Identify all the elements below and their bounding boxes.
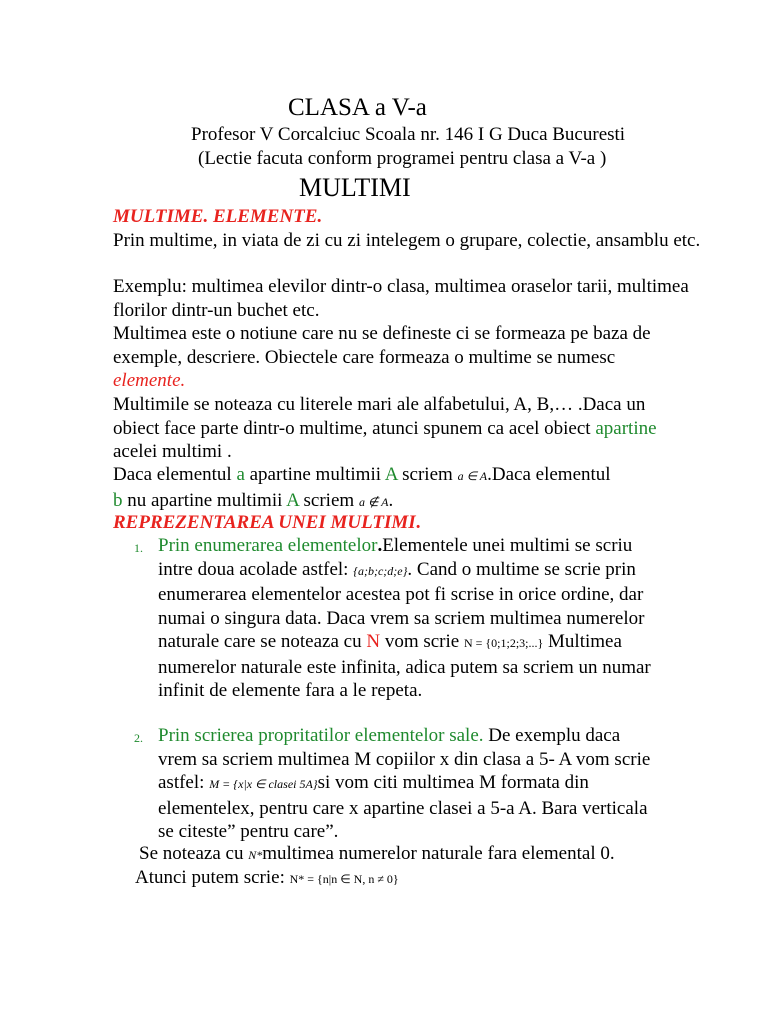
text-segment: Se noteaza cu: [139, 843, 249, 864]
class-title: CLASA a V-a: [288, 94, 427, 121]
symbol-a: a: [236, 464, 245, 485]
list-item-properties: [158, 724, 658, 844]
symbol-N: N: [366, 631, 381, 652]
text-segment: scriem: [397, 464, 458, 485]
paragraph-nstar: [139, 842, 615, 868]
paragraph-text: Prin multime, in viata de zi cu zi intelegem o grupare, colectie, ansamblu etc.: [113, 230, 701, 251]
title-dot: .: [377, 535, 383, 556]
list-number-2: 2.: [134, 731, 143, 745]
math-natural-numbers: N = {0;1;2;3;...}: [463, 636, 544, 650]
math-set-builder: M = {x|x ∈ clasei 5A}: [209, 777, 318, 791]
paragraph-example: [113, 275, 733, 322]
paragraph-text: Multimile se noteaza cu literele mari ale alfabetului, A, B,… .Daca un obiect face parte dintr-o multime, atunci spunem ca acel obiect: [113, 394, 646, 439]
paragraph-text: Exemplu: multimea elevilor dintr-o clasa, multimea oraselor tarii, multimea florilor dintr-un buchet etc.: [113, 276, 689, 321]
program-note: (Lectie facuta conform programei pentru clasa a V-a ): [198, 148, 607, 169]
symbol-A: A: [384, 464, 398, 485]
text-segment: apartine multimii: [244, 464, 385, 485]
author-line: Profesor V Corcalciuc Scoala nr. 146 I G Duca Bucuresti: [191, 124, 626, 145]
text-segment: .Daca elementul: [487, 464, 611, 485]
text-segment: . Cand o multime se scrie prin enumerarea elementelor acestea pot fi scrise in orice ordine, dar numai o singura data. Daca vrem sa scriem multimea numerelor naturale care se noteaza cu: [158, 558, 645, 652]
symbol-b: b: [113, 489, 123, 511]
item-title: Prin enumerarea elementelor: [158, 535, 378, 556]
paragraph-nstar-definition: [135, 866, 399, 892]
heading-dot: .: [415, 512, 421, 533]
section-heading-text: REPREZENTAREA UNEI MULTIMI: [113, 512, 416, 533]
item-title: Prin scrierea propritatilor elementelor sale.: [158, 725, 484, 746]
text-segment: Multimea numerelor naturale este infinita, adica putem sa scriem un numar infinit de elemente fara a le repeta.: [158, 631, 651, 701]
list-number-1: 1.: [134, 541, 143, 555]
math-set-example: {a;b;c;d;e}: [353, 563, 408, 578]
main-title: MULTIMI: [299, 173, 411, 202]
paragraph-definition: [113, 229, 733, 253]
paragraph-text: Multimea este o notiune care nu se defineste ci se formeaza pe baza de exemple, descriere. Obiectele care formeaza o multime se numesc: [113, 323, 651, 368]
text-segment: Atunci putem scrie:: [135, 867, 290, 888]
text-segment: multimea numerelor naturale fara elemental 0.: [262, 843, 615, 864]
math-nstar: N*: [248, 848, 263, 862]
math-belongs: a ∈ A: [457, 469, 488, 483]
text-segment: .: [388, 489, 394, 511]
paragraph-notation: [113, 393, 658, 464]
paragraph-text: acelei multimi .: [113, 441, 232, 462]
text-segment: De exemplu daca vrem sa scriem multimea M copiilor x din clasa a 5- A vom scrie astfel:: [158, 725, 651, 793]
text-segment: Elementele unei multimi se scriu intre doua acolade astfel:: [158, 535, 633, 580]
paragraph-membership: [113, 463, 653, 514]
term-apartine: apartine: [595, 417, 657, 439]
text-segment: si vom citi multimea M formata din elementelex, pentru care x apartine clasei a 5-a A. Bara verticala se citeste” pentru care”.: [158, 772, 648, 842]
math-nstar-definition: N* = {n|n ∈ N, n ≠ 0}: [289, 872, 399, 886]
math-not-belongs: a ∉ A: [358, 494, 389, 509]
section-heading-representation: [113, 511, 420, 535]
text-segment: Daca elementul: [113, 464, 237, 485]
text-segment: nu apartine multimii: [122, 489, 287, 511]
section-heading-elements: MULTIME. ELEMENTE.: [113, 206, 323, 227]
symbol-A: A: [286, 489, 299, 511]
term-elemente: elemente.: [113, 370, 186, 391]
paragraph-notion: [113, 322, 653, 393]
list-item-enumeration: [158, 534, 670, 703]
text-segment: vom scrie: [380, 631, 464, 652]
text-segment: scriem: [298, 489, 359, 511]
